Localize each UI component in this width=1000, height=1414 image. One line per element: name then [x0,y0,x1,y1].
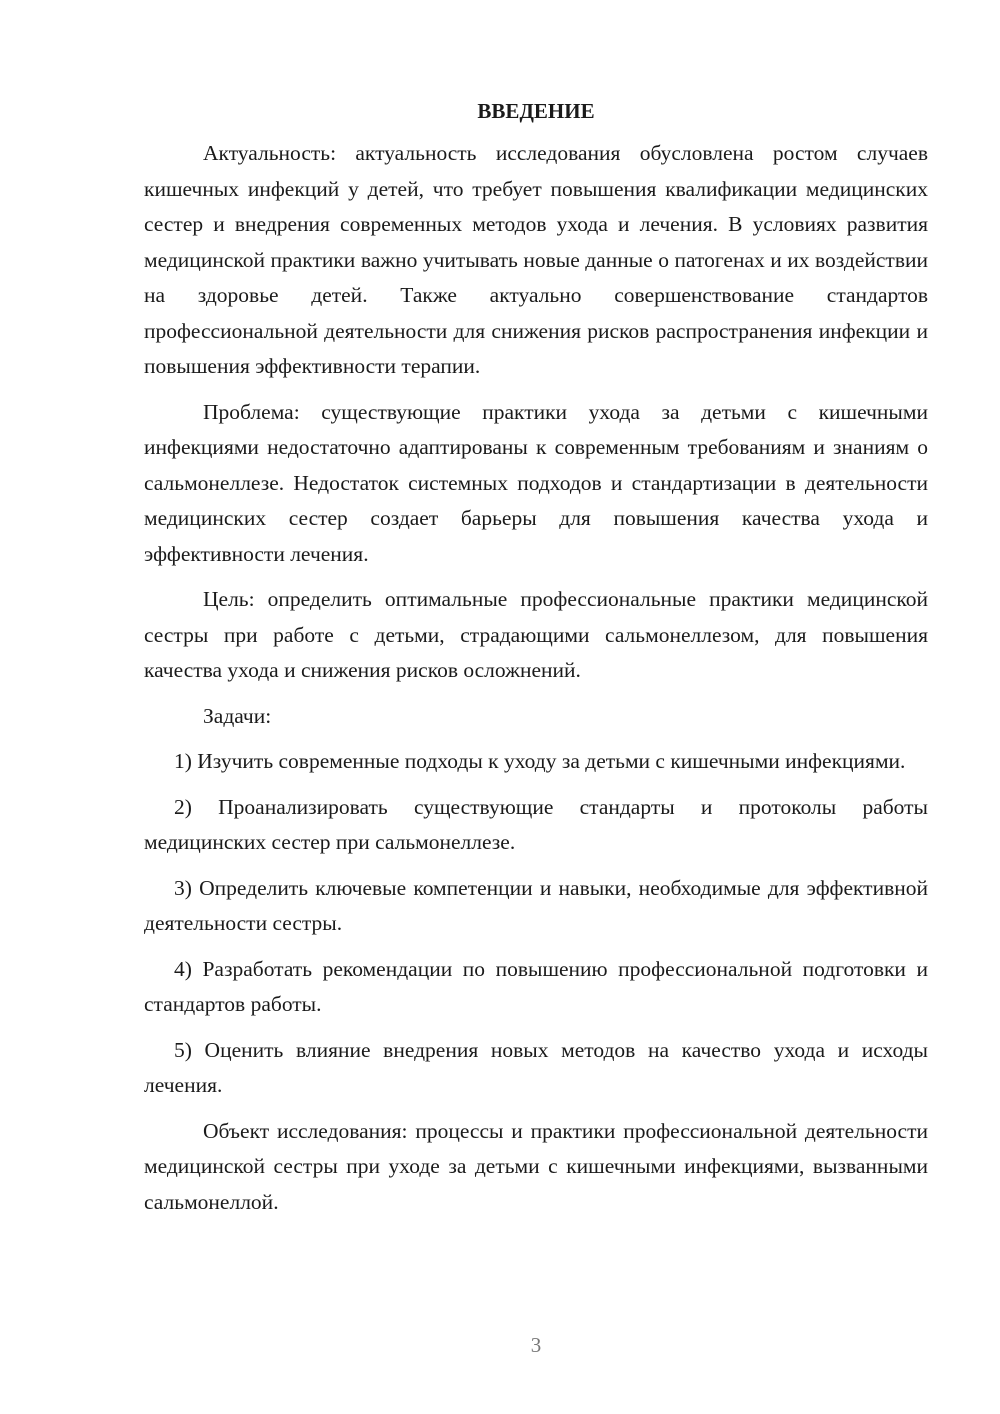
section-title: ВВЕДЕНИЕ [477,99,595,123]
page-content [144,96,928,1220]
task-item-4: 4) Разработать рекомендации по повышению профессиональной подготовки и стандартов работы. [144,956,928,1016]
task-item-2: 2) Проанализировать существующие стандарты и протоколы работы медицинских сестер при сальмонеллезе. [144,794,928,854]
task-item-5: 5) Оценить влияние внедрения новых методов на качество ухода и исходы лечения. [144,1037,928,1097]
page-number: 3 [530,1333,542,1357]
tasks-heading: Задачи: [203,703,272,728]
task-item-1: 1) Изучить современные подходы к уходу за детьми с кишечными инфекциями. [174,749,906,773]
task-item-3: 3) Определить ключевые компетенции и навыки, необходимые для эффективной деятельности сестры. [144,875,928,935]
paragraph-object: Объект исследования: процессы и практики профессиональной деятельности медицинской сестры при уходе за детьми с кишечными инфекциями, вызванными сальмонеллой. [144,1118,928,1214]
paragraph-relevance: Актуальность: актуальность исследования обусловлена ростом случаев кишечных инфекций у детей, что требует повышения квалификации медицинских сестер и внедрения современных методов ухода и лечения. В условиях развития медицинской практики важно учитывать новые данные о патогенах и их воздействии на здоровье детей. Также актуально совершенствование стандартов профессиональной деятельности для снижения рисков распространения инфекции и повышения эффективности терапии. [144,141,928,378]
tasks-list [144,744,928,1104]
paragraph-goal: Цель: определить оптимальные профессиональные практики медицинской сестры при работе с детьми, страдающими сальмонеллезом, для повышения качества ухода и снижения рисков осложнений. [144,587,928,682]
paragraph-problem: Проблема: существующие практики ухода за детьми с кишечными инфекциями недостаточно адаптированы к современным требованиям и знаниям о сальмонеллезе. Недостаток системных подходов и стандартизации в деятельности медицинских сестер создает барьеры для повышения качества ухода и эффективности лечения. [144,399,928,566]
